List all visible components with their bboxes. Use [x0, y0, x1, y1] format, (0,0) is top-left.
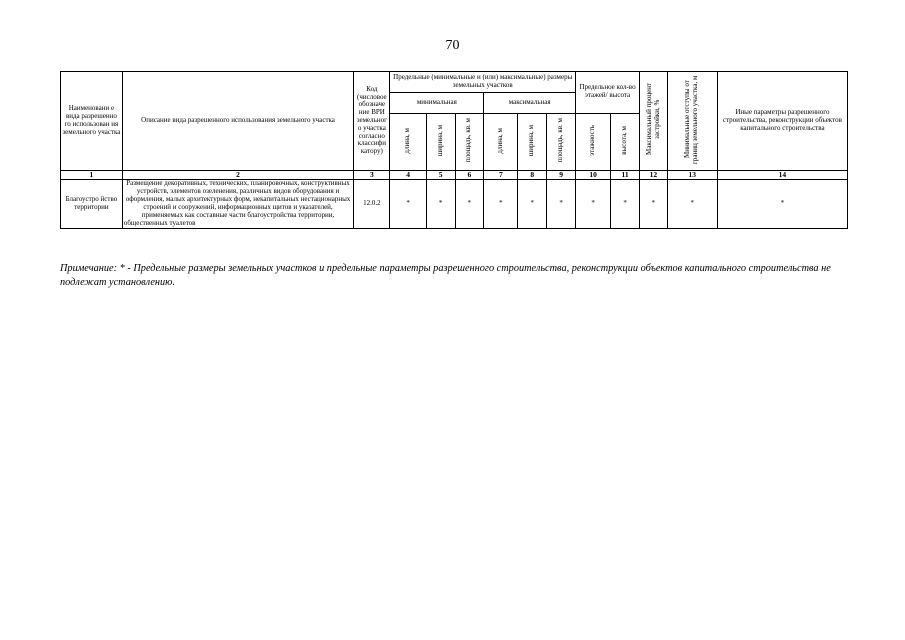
row-storeys: * [576, 180, 611, 228]
row-min-length: * [390, 180, 426, 228]
column-number: 10 [576, 170, 611, 179]
header-storeys-group: Предельное кол-во этажей/ высота [576, 72, 640, 114]
header-min-length: длина, м [390, 113, 426, 170]
header-max-coverage: Максимальный процент застройки, % [639, 72, 667, 171]
table-row [61, 180, 848, 228]
row-min-width: * [426, 180, 455, 228]
row-description: Размещение декоративных, технических, планировочных, конструктивных устройств, элементов озеленения, различных видов оборудования и оформления, малых архитектурных форм, некапитальных нестационарных строений и сооружений, информационных щитов и указателей, применяемых как составные части благоустройства территории, общественных туалетов [122, 180, 353, 228]
column-number: 6 [455, 170, 484, 179]
row-min-setback: * [667, 180, 717, 228]
column-number: 5 [426, 170, 455, 179]
header-description: Описание вида разрешенного использования земельного участка [122, 72, 353, 171]
header-min-area: площадь, кв. м [455, 113, 484, 170]
header-name: Наименовани е вида разрешенно го использован ия земельного участка [61, 72, 123, 171]
header-plot-sizes: Предельные (минимальные и (или) максимальные) размеры земельных участков [390, 72, 576, 93]
header-row-1 [61, 72, 848, 93]
row-max-width: * [518, 180, 547, 228]
header-storeys: этажность [576, 113, 611, 170]
column-number: 13 [667, 170, 717, 179]
header-other-params: Иные параметры разрешенного строительства, реконструкции объектов капитального строительства [717, 72, 847, 171]
row-min-area: * [455, 180, 484, 228]
header-minimal: минимальная [390, 92, 484, 113]
header-code: Код (числовое обозначе ние ВРИ земельног о участка согласно классифи катору) [354, 72, 390, 171]
row-max-coverage: * [639, 180, 667, 228]
column-number: 14 [717, 170, 847, 179]
column-number: 2 [122, 170, 353, 179]
column-number: 4 [390, 170, 426, 179]
footnote: Примечание: * - Предельные размеры земельных участков и предельные параметры разрешенного строительства, реконструкции объектов капитального строительства не подлежат установлению. [60, 263, 831, 288]
row-max-area: * [547, 180, 576, 228]
column-number: 9 [547, 170, 576, 179]
row-other-params: * [717, 180, 847, 228]
header-min-width: ширина, м [426, 113, 455, 170]
header-maximal: максимальная [484, 92, 576, 113]
column-number: 7 [484, 170, 518, 179]
page-number: 70 [445, 38, 460, 53]
row-max-length: * [484, 180, 518, 228]
header-max-length: длина, м [484, 113, 518, 170]
column-number: 11 [611, 170, 640, 179]
header-max-width: ширина, м [518, 113, 547, 170]
row-name: Благоустро йство территории [61, 180, 123, 228]
zoning-parameters-table [60, 71, 848, 229]
column-number: 3 [354, 170, 390, 179]
column-number: 12 [639, 170, 667, 179]
header-min-setback: Минимальные отступы от границ земельного участка, м [667, 72, 717, 171]
column-number: 8 [518, 170, 547, 179]
row-height: * [611, 180, 640, 228]
column-numbers-row [61, 170, 848, 179]
column-number: 1 [61, 170, 123, 179]
header-height: высота, м [611, 113, 640, 170]
row-code: 12.0.2 [354, 180, 390, 228]
header-max-area: площадь, кв. м [547, 113, 576, 170]
